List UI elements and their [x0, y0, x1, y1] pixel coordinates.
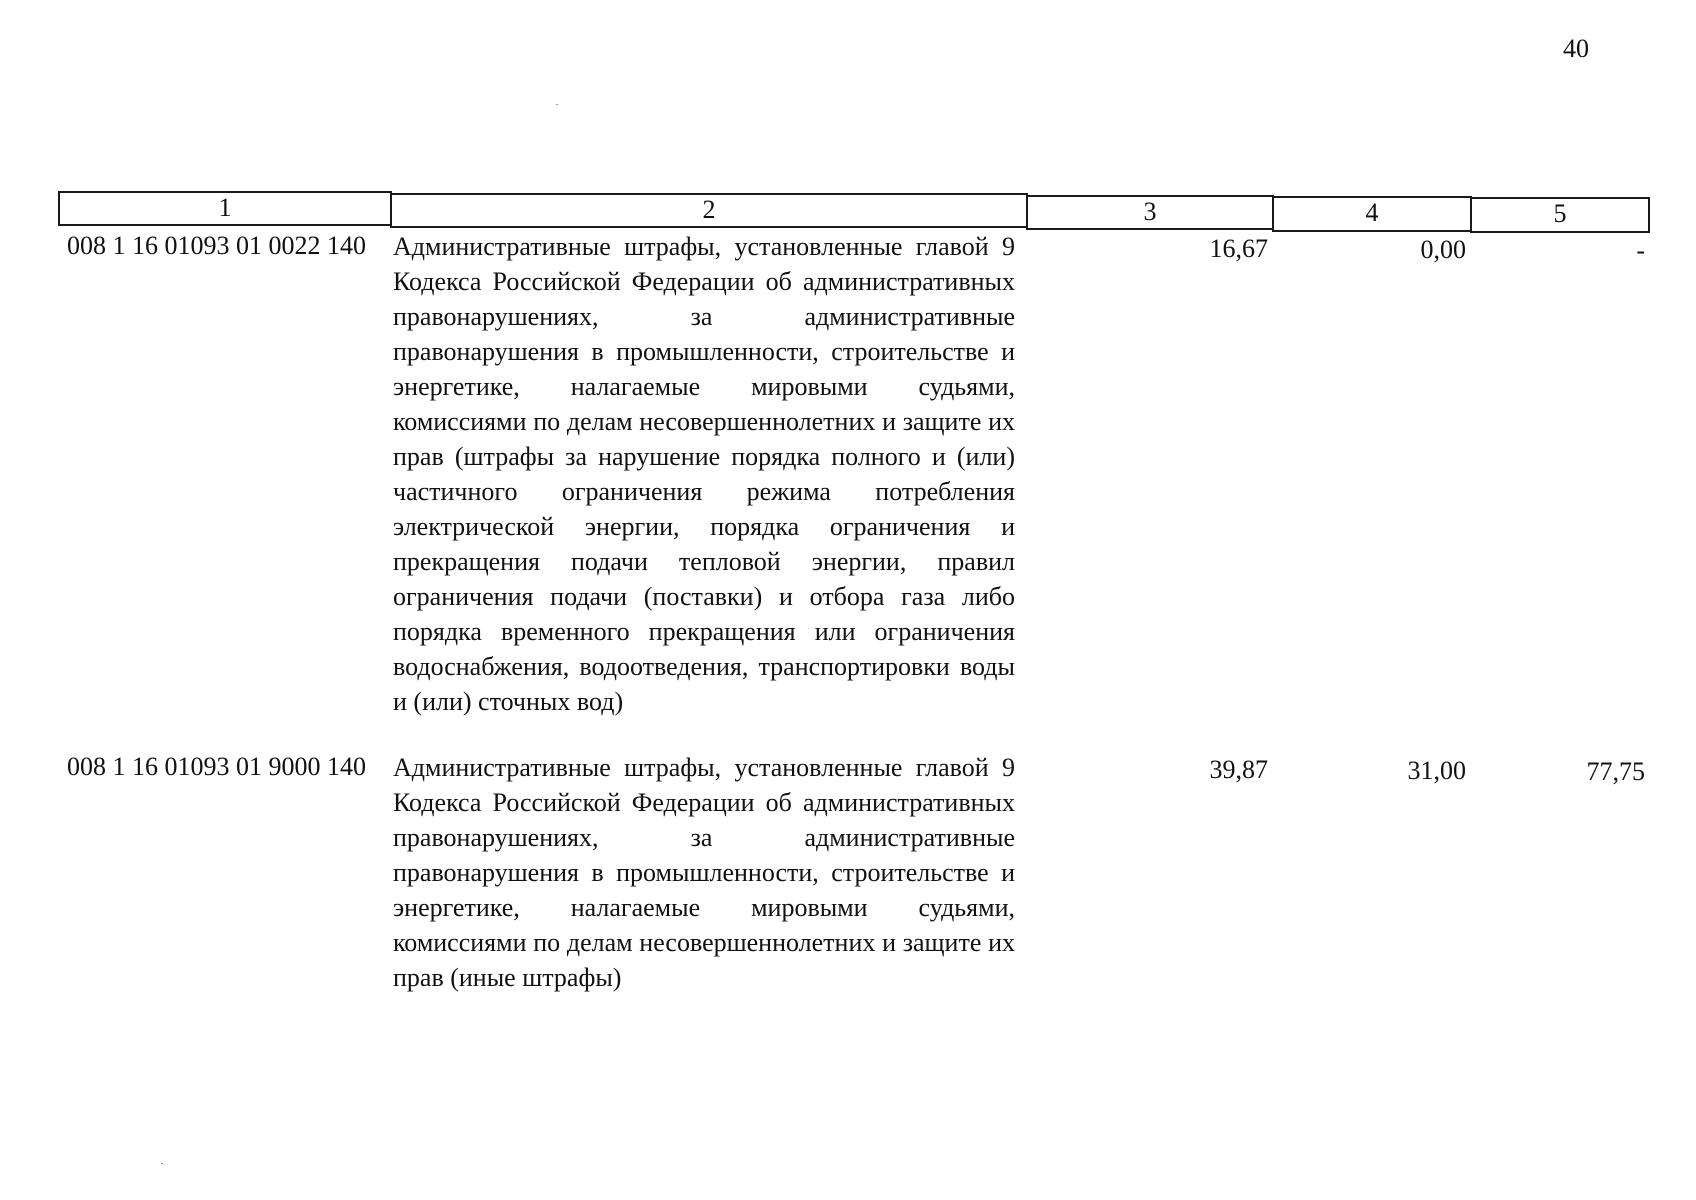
budget-code: 008 1 16 01093 01 9000 140 [67, 752, 366, 781]
budget-code: 008 1 16 01093 01 0022 140 [67, 231, 366, 260]
page-number: 40 [1563, 34, 1589, 63]
row-description: Административные штрафы, установленные главой 9 Кодекса Российской Федерации об административных правонарушениях, за административные правонарушения в промышленности, строительстве и энергетике, налагаемые мировыми судьями, комиссиями по делам несовершеннолетних и защите их прав (штрафы за нарушение порядка полного и (или) частичного ограничения режима потребления электрической энергии, порядка ограничения и прекращения подачи тепловой энергии, правил ограничения подачи (поставки) и отбора газа либо порядка временного прекращения или ограничения водоснабжения, водоотведения, транспортировки воды и (или) сточных вод) [393, 232, 1015, 716]
column-header-5: 5 [1470, 197, 1650, 233]
column-header-2: 2 [390, 193, 1028, 228]
value-col4: 31,00 [1407, 756, 1466, 785]
value-col3: 16,67 [1209, 234, 1268, 263]
scan-speck [161, 1163, 163, 1164]
column-header-4: 4 [1272, 196, 1472, 232]
column-header-3: 3 [1026, 195, 1274, 230]
value-col3: 39,87 [1209, 755, 1268, 784]
value-col4: 0,00 [1420, 235, 1466, 264]
row-description: Административные штрафы, установленные главой 9 Кодекса Российской Федерации об административных правонарушениях, за административные правонарушения в промышленности, строительстве и энергетике, налагаемые мировыми судьями, комиссиями по делам несовершеннолетних и защите их прав (иные штрафы) [393, 753, 1015, 992]
value-col5: - [1636, 236, 1645, 265]
value-col5: 77,75 [1586, 757, 1645, 786]
scan-speck [556, 104, 558, 105]
column-header-1: 1 [58, 191, 392, 226]
